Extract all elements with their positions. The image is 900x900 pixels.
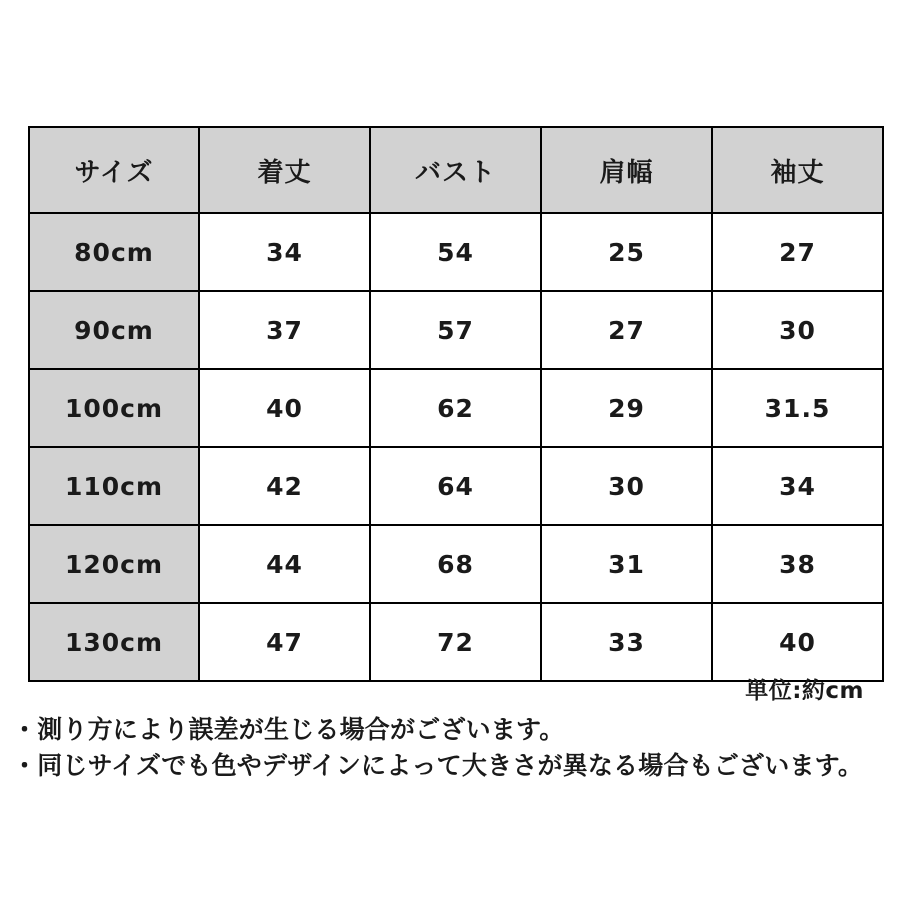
cell-120cm-sleeve: 38: [712, 525, 883, 603]
cell-130cm-shoulder: 33: [541, 603, 712, 681]
cell-100cm-sleeve: 31.5: [712, 369, 883, 447]
unit-note: 単位:約cm: [745, 678, 864, 704]
table-header: [29, 127, 883, 213]
cell-100cm-length: 40: [199, 369, 370, 447]
table-row: [29, 213, 883, 291]
cell-80cm-length: 34: [199, 213, 370, 291]
row-label-110cm: 110cm: [29, 447, 199, 525]
note-line-measurement: ・測り方により誤差が生じる場合がございます。: [12, 715, 565, 744]
cell-130cm-length: 47: [199, 603, 370, 681]
cell-90cm-length: 37: [199, 291, 370, 369]
note-line-variation: ・同じサイズでも色やデザインによって大きさが異なる場合もございます。: [12, 751, 864, 781]
cell-100cm-shoulder: 29: [541, 369, 712, 447]
cell-80cm-sleeve: 27: [712, 213, 883, 291]
table-row: [29, 291, 883, 369]
cell-120cm-length: 44: [199, 525, 370, 603]
row-label-120cm: 120cm: [29, 525, 199, 603]
column-header-sleeve: 袖丈: [712, 127, 883, 213]
row-label-80cm: 80cm: [29, 213, 199, 291]
cell-110cm-shoulder: 30: [541, 447, 712, 525]
table-body: [29, 213, 883, 681]
cell-90cm-sleeve: 30: [712, 291, 883, 369]
table-row: [29, 447, 883, 525]
row-label-90cm: 90cm: [29, 291, 199, 369]
cell-90cm-shoulder: 27: [541, 291, 712, 369]
cell-120cm-bust: 68: [370, 525, 541, 603]
column-header-shoulder: 肩幅: [541, 127, 712, 213]
column-header-size: サイズ: [29, 127, 199, 213]
cell-110cm-sleeve: 34: [712, 447, 883, 525]
cell-110cm-bust: 64: [370, 447, 541, 525]
cell-110cm-length: 42: [199, 447, 370, 525]
column-header-length: 着丈: [199, 127, 370, 213]
cell-130cm-bust: 72: [370, 603, 541, 681]
row-label-130cm: 130cm: [29, 603, 199, 681]
cell-90cm-bust: 57: [370, 291, 541, 369]
cell-80cm-bust: 54: [370, 213, 541, 291]
notes-block: [12, 712, 892, 785]
cell-80cm-shoulder: 25: [541, 213, 712, 291]
table-row: [29, 603, 883, 681]
column-header-bust: バスト: [370, 127, 541, 213]
row-label-100cm: 100cm: [29, 369, 199, 447]
table-header-row: [29, 127, 883, 213]
cell-100cm-bust: 62: [370, 369, 541, 447]
cell-120cm-shoulder: 31: [541, 525, 712, 603]
size-table: [28, 126, 884, 682]
table-row: [29, 525, 883, 603]
table-row: [29, 369, 883, 447]
cell-130cm-sleeve: 40: [712, 603, 883, 681]
